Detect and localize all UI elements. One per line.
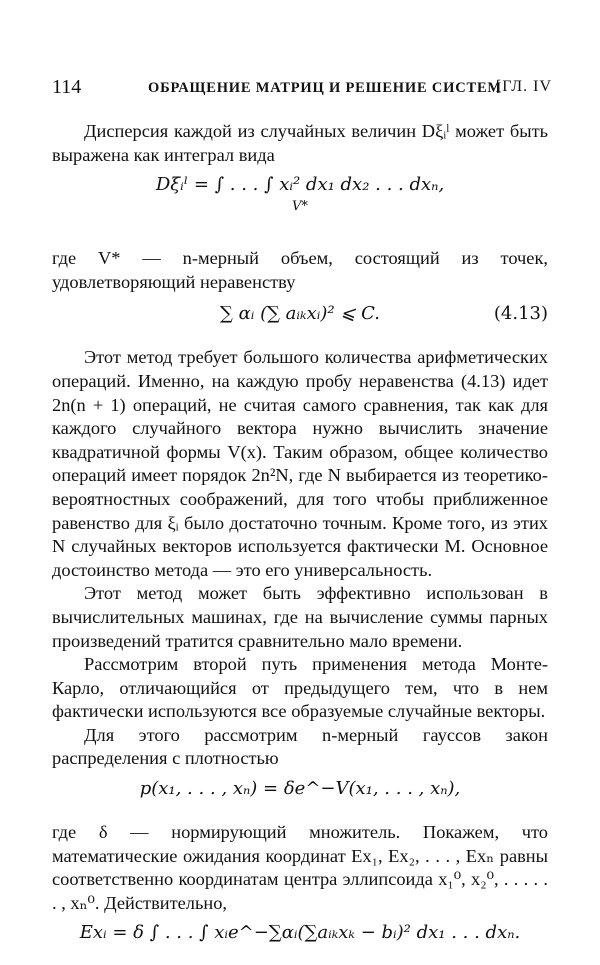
- paragraph-second-approach: Рассмотрим второй путь применения метода Монте-Карло, отличающийся от предыдущего тем, что в нем фактически используются все образуемые случайные векторы.: [52, 654, 548, 722]
- formula-dispersion-integral: [52, 167, 548, 247]
- formula-gaussian-density: [52, 771, 548, 821]
- page-number: 114: [52, 76, 82, 98]
- formula-density-main: p(x₁, . . . , xₙ) = δe^−V(x₁, . . . , xₙ),: [139, 778, 461, 800]
- equation-number: (4.13): [493, 303, 548, 325]
- formula-integration-domain: V*: [292, 198, 308, 214]
- paragraph-volume: где V* — n-мерный объем, состоящий из точек, удовлетворяющий неравенству: [52, 248, 548, 292]
- formula-expectation: [52, 915, 548, 965]
- paragraph-method-efficiency: Этот метод может быть эффективно использован в вычислительных машинах, где на вычисление суммы парных произведений тратится сравнительно мало времени.: [52, 583, 548, 651]
- paragraph-normalizing-factor: где δ — нормирующий множитель. Покажем, что математические ожидания координат Ex₁, Ex₂, . . . , Exₙ равны соответственно координатам центра эллипсоида x₁⁰, x₂⁰, . . . . . . , xₙ⁰. Действительно,: [52, 822, 548, 913]
- formula-dispersion-main: Dξᵢˡ = ∫ . . . ∫ xᵢ² dx₁ dx₂ . . . dxₙ,: [155, 174, 445, 196]
- formula-inequality-main: ∑ αᵢ (∑ aᵢₖxᵢ)² ⩽ C.: [220, 303, 380, 325]
- page-header: [52, 76, 552, 100]
- paragraph-method-cost: Этот метод требует большого количества арифметических операций. Именно, на каждую пробу неравенства (4.13) идет 2n(n + 1) операций, не считая самого сравнения, так как для каждого случайного вектора нужно вычислить значение квадратичной формы V(x). Таким образом, общее количество операций имеет порядок 2n²N, где N выбирается из теоретико-вероятностных соображений, для того чтобы приближенное равенство для ξᵢ было достаточно точным. Кроме того, из этих N случайных векторов используется фактически M. Основное достоинство метода — это его универсальность.: [52, 347, 548, 580]
- chapter-reference: [ГЛ. IV: [495, 78, 552, 95]
- formula-inequality-4-13: [52, 294, 548, 346]
- running-title: ОБРАЩЕНИЕ МАТРИЦ И РЕШЕНИЕ СИСТЕМ: [148, 80, 502, 96]
- paragraph-dispersion: Дисперсия каждой из случайных величин Dξᵢˡ может быть выражена как интеграл вида: [52, 121, 548, 165]
- formula-expectation-main: Exᵢ = δ ∫ . . . ∫ xᵢe^−∑αᵢ(∑aᵢₖxₖ − bᵢ)² dx₁ . . . dxₙ.: [79, 922, 521, 944]
- paragraph-gaussian-law: Для этого рассмотрим n-мерный гауссов закон распределения с плотностью: [52, 724, 548, 769]
- body-text: [52, 120, 548, 965]
